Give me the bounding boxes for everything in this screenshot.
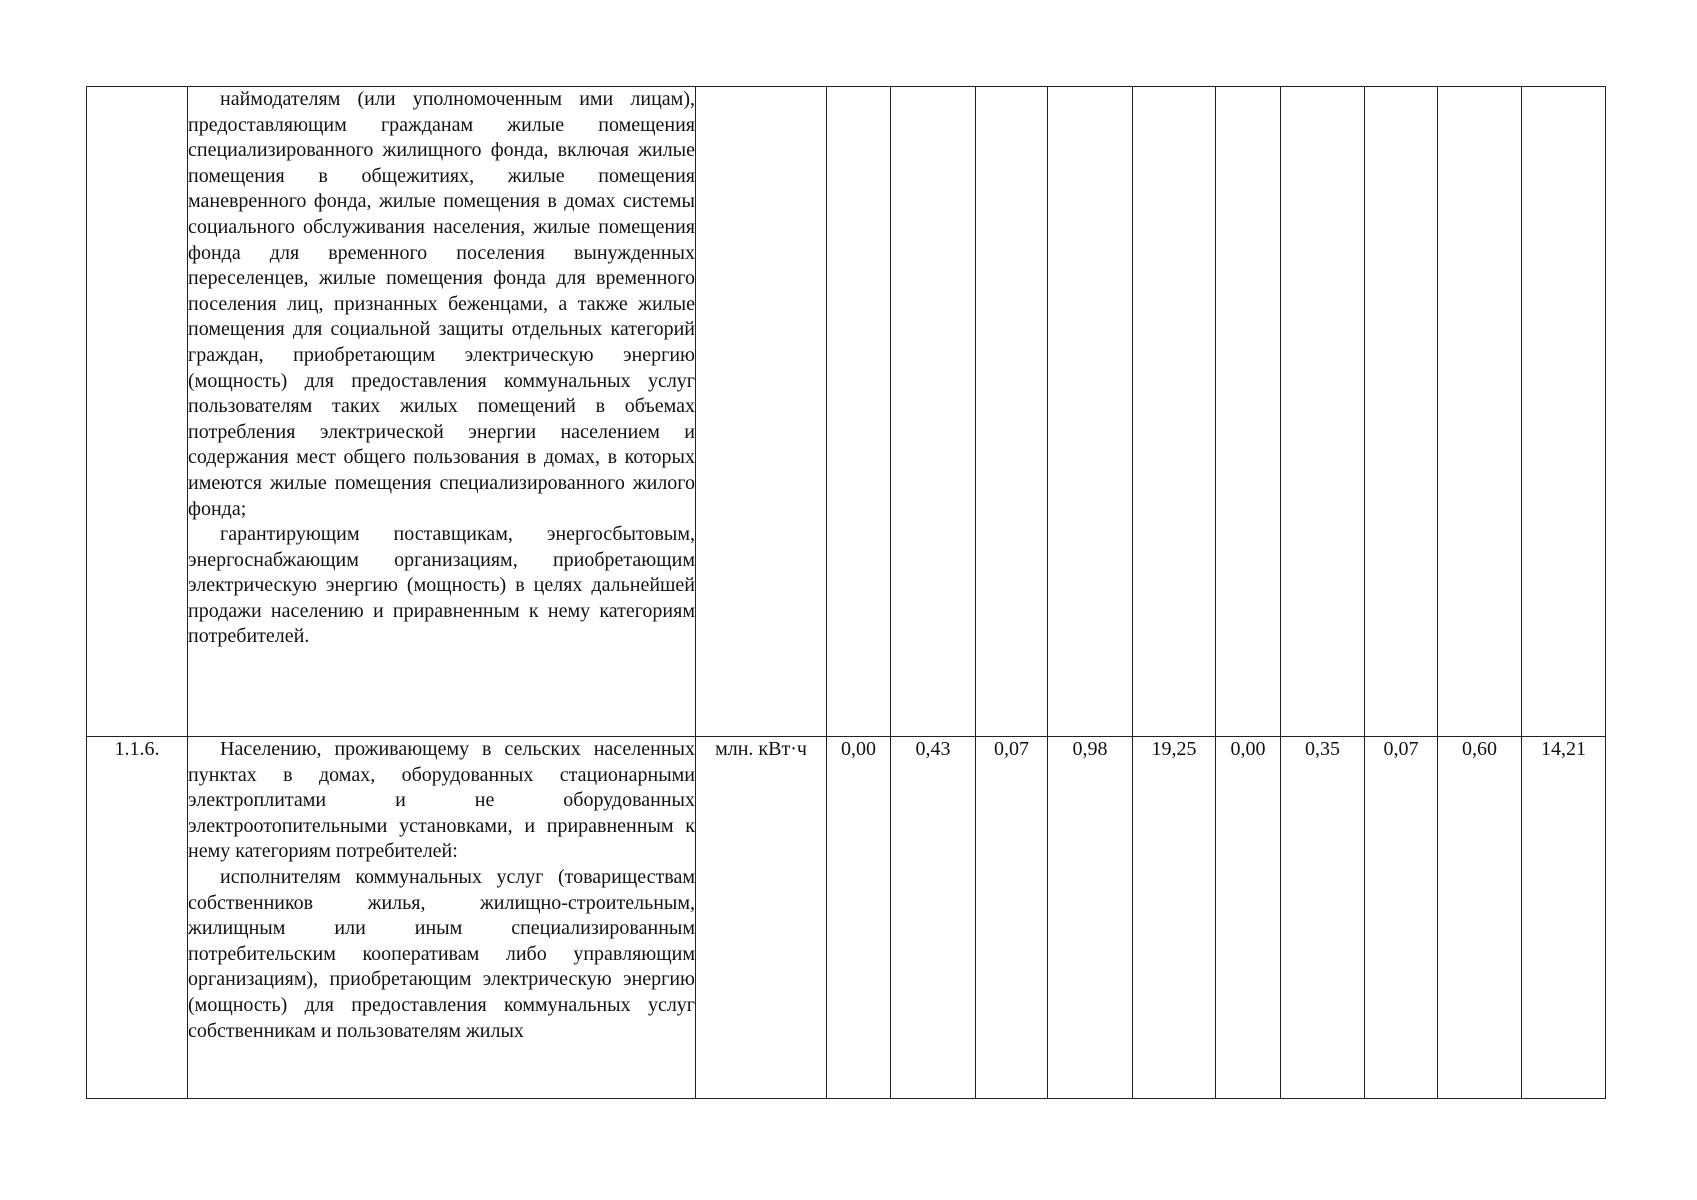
row-number-cell: [87, 87, 188, 737]
value-cell: 0,07: [976, 737, 1048, 1099]
row-number-cell: 1.1.6.: [87, 737, 188, 1099]
table-row: [87, 737, 1606, 1099]
paragraph: Населению, проживающему в сельских населенных пунктах в домах, оборудованных стационарными электроплитами и не оборудованных электроотопительными установками, и приравненным к нему категориям потребителей:: [188, 738, 695, 863]
value-cell: [1133, 87, 1216, 737]
value-cell: [976, 87, 1048, 737]
value-cell: [1048, 87, 1133, 737]
paragraph: гарантирующим поставщикам, энергосбытовым, энергоснабжающим организациям, приобретающим электрическую энергию (мощность) в целях дальнейшей продажи населению и приравненным к нему категориям потребителей.: [188, 523, 695, 648]
table-row: [87, 87, 1606, 737]
description-cell: [188, 737, 696, 1099]
value-cell: [827, 87, 891, 737]
description-cell: [188, 87, 696, 737]
value-cell: [1438, 87, 1522, 737]
value-cell: [891, 87, 976, 737]
value-cell: [1281, 87, 1365, 737]
unit-cell: млн. кВт·ч: [696, 737, 827, 1099]
value-cell: 0,07: [1365, 737, 1438, 1099]
value-cell: 0,00: [1216, 737, 1281, 1099]
value-cell: 0,00: [827, 737, 891, 1099]
value-cell: [1522, 87, 1606, 737]
unit-cell: [696, 87, 827, 737]
tariff-balance-table: [86, 86, 1606, 1099]
paragraph: исполнителям коммунальных услуг (товариществам собственников жилья, жилищно-строительным, жилищным или иным специализированным потребительским кооперативам либо управляющим организациям), приобретающим электрическую энергию (мощность) для предоставления коммунальных услуг собственникам и пользователям жилых: [188, 865, 695, 1042]
paragraph: наймодателям (или уполномоченным ими лицам), предоставляющим гражданам жилые помещения специализированного жилищного фонда, включая жилые помещения в общежитиях, жилые помещения маневренного фонда, жилые помещения в домах системы социального обслуживания населения, жилые помещения фонда для временного поселения вынужденных переселенцев, жилые помещения фонда для временного поселения лиц, признанных беженцами, а также жилые помещения для социальной защиты отдельных категорий граждан, приобретающим электрическую энергию (мощность) для предоставления коммунальных услуг пользователям таких жилых помещений в объемах потребления электрической энергии населением и содержания мест общего пользования в домах, в которых имеются жилые помещения специализированного жилого фонда;: [188, 88, 695, 520]
value-cell: [1365, 87, 1438, 737]
value-cell: 0,98: [1048, 737, 1133, 1099]
value-cell: 19,25: [1133, 737, 1216, 1099]
value-cell: 0,60: [1438, 737, 1522, 1099]
value-cell: 14,21: [1522, 737, 1606, 1099]
value-cell: [1216, 87, 1281, 737]
value-cell: 0,43: [891, 737, 976, 1099]
value-cell: 0,35: [1281, 737, 1365, 1099]
